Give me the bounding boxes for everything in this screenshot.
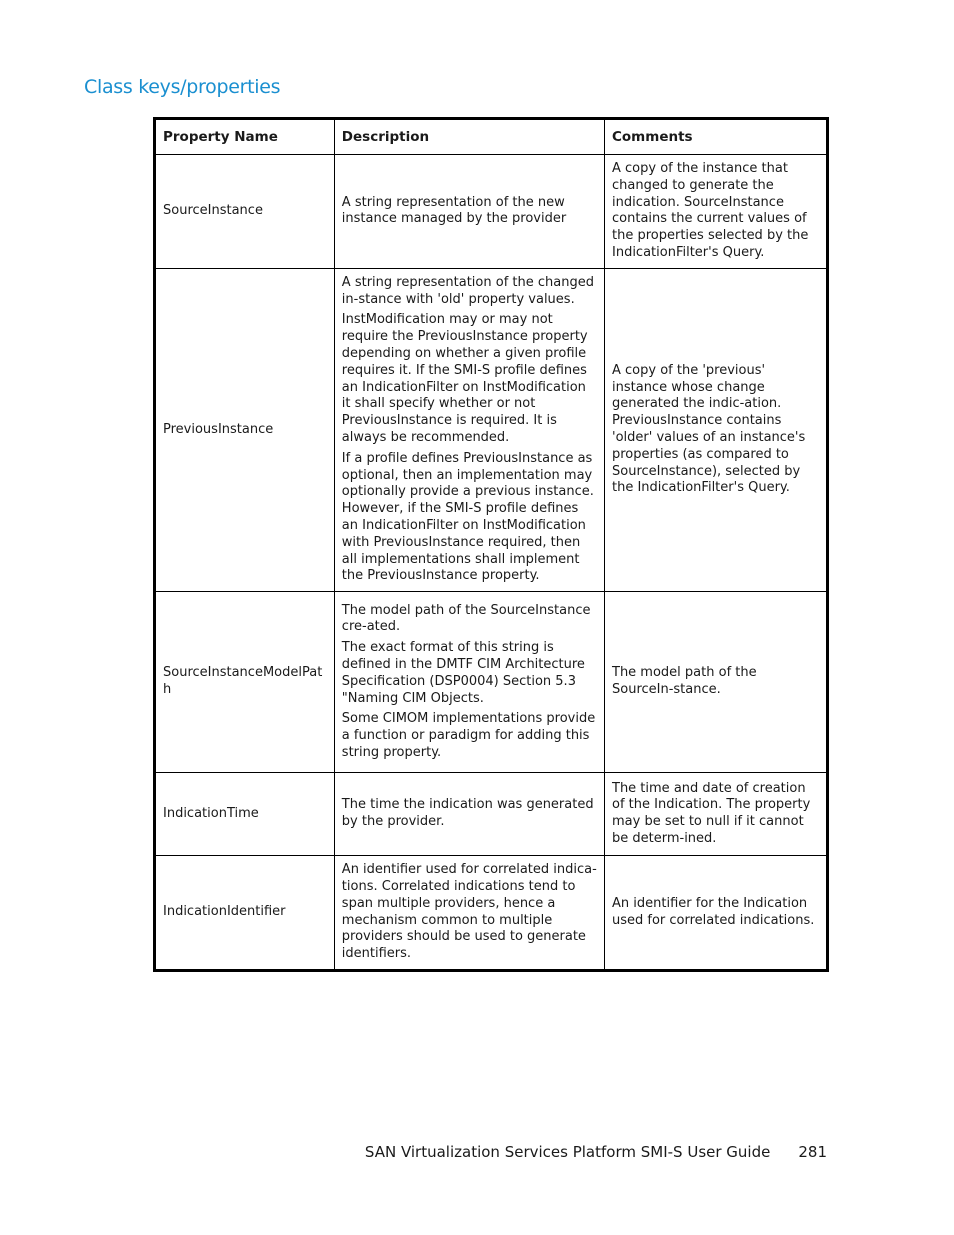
comments-cell: A copy of the instance that changed to generate the indication. SourceInstance contains the current values of the properties selected by the IndicationFilter's Query. [605, 155, 828, 269]
description-cell [334, 856, 604, 971]
table-row [155, 773, 828, 856]
description-paragraph: The time the indication was generated by the provider. [341, 797, 594, 830]
property-name-cell: SourceInstance [155, 155, 335, 269]
header-property-name: Property Name [155, 119, 335, 155]
property-name-cell: IndicationTime [155, 773, 335, 856]
description-cell [334, 592, 604, 773]
table-header-row [155, 119, 828, 155]
page-footer [365, 1143, 827, 1161]
table-row [155, 155, 828, 269]
description-paragraph: InstModification may or may not require the PreviousInstance property depending on whether a given profile requires it. If the SMI-S profile defines an IndicationFilter on InstModification it shall specify whether or not PreviousInstance is required. It is always be recommended. [341, 312, 588, 445]
description-paragraph: An identifier used for correlated indica-tions. Correlated indications tend to span multiple providers, hence a mechanism common to multiple providers should be used to generate identifiers. [341, 862, 597, 962]
description-paragraph: Some CIMOM implementations provide a function or paradigm for adding this string property. [341, 711, 596, 760]
header-description: Description [334, 119, 604, 155]
property-name-cell: PreviousInstance [155, 268, 335, 591]
description-paragraph: The model path of the SourceInstance cre-ated. [341, 602, 591, 635]
description-cell [334, 155, 604, 269]
description-paragraph: A string representation of the new instance managed by the provider [341, 194, 567, 227]
description-paragraph: If a profile defines PreviousInstance as optional, then an implementation may optionally provide a previous instance. However, if the SMI-S profile defines an IndicationFilter on InstModification with PreviousInstance required, then all implementations shall implement the PreviousInstance property. [341, 450, 594, 584]
property-name-cell: SourceInstanceModelPath [155, 592, 335, 773]
comments-cell: The time and date of creation of the Indication. The property may be set to null if it cannot be determ-ined. [605, 773, 828, 856]
description-paragraph: The exact format of this string is defined in the DMTF CIM Architecture Specification (DSP0004) Section 5.3 "Naming CIM Objects. [341, 640, 585, 706]
page-number: 281 [798, 1143, 827, 1161]
table-row [155, 592, 828, 773]
comments-cell: An identifier for the Indication used for correlated indications. [605, 856, 828, 971]
footer-guide-title: SAN Virtualization Services Platform SMI-S User Guide [364, 1143, 771, 1161]
property-name-cell: IndicationIdentifier [155, 856, 335, 971]
comments-cell: A copy of the 'previous' instance whose change generated the indic-ation. PreviousInstance contains 'older' values of an instance's properties (as compared to SourceInstance), selected by the IndicationFilter's Query. [605, 268, 828, 591]
description-paragraph: A string representation of the changed in-stance with 'old' property values. [341, 274, 594, 307]
table-row [155, 268, 828, 591]
description-cell [334, 773, 604, 856]
section-title: Class keys/properties [84, 76, 281, 98]
header-comments: Comments [605, 119, 828, 155]
table-row [155, 856, 828, 971]
properties-table [153, 117, 829, 972]
description-cell [334, 268, 604, 591]
comments-cell: The model path of the SourceIn-stance. [605, 592, 828, 773]
